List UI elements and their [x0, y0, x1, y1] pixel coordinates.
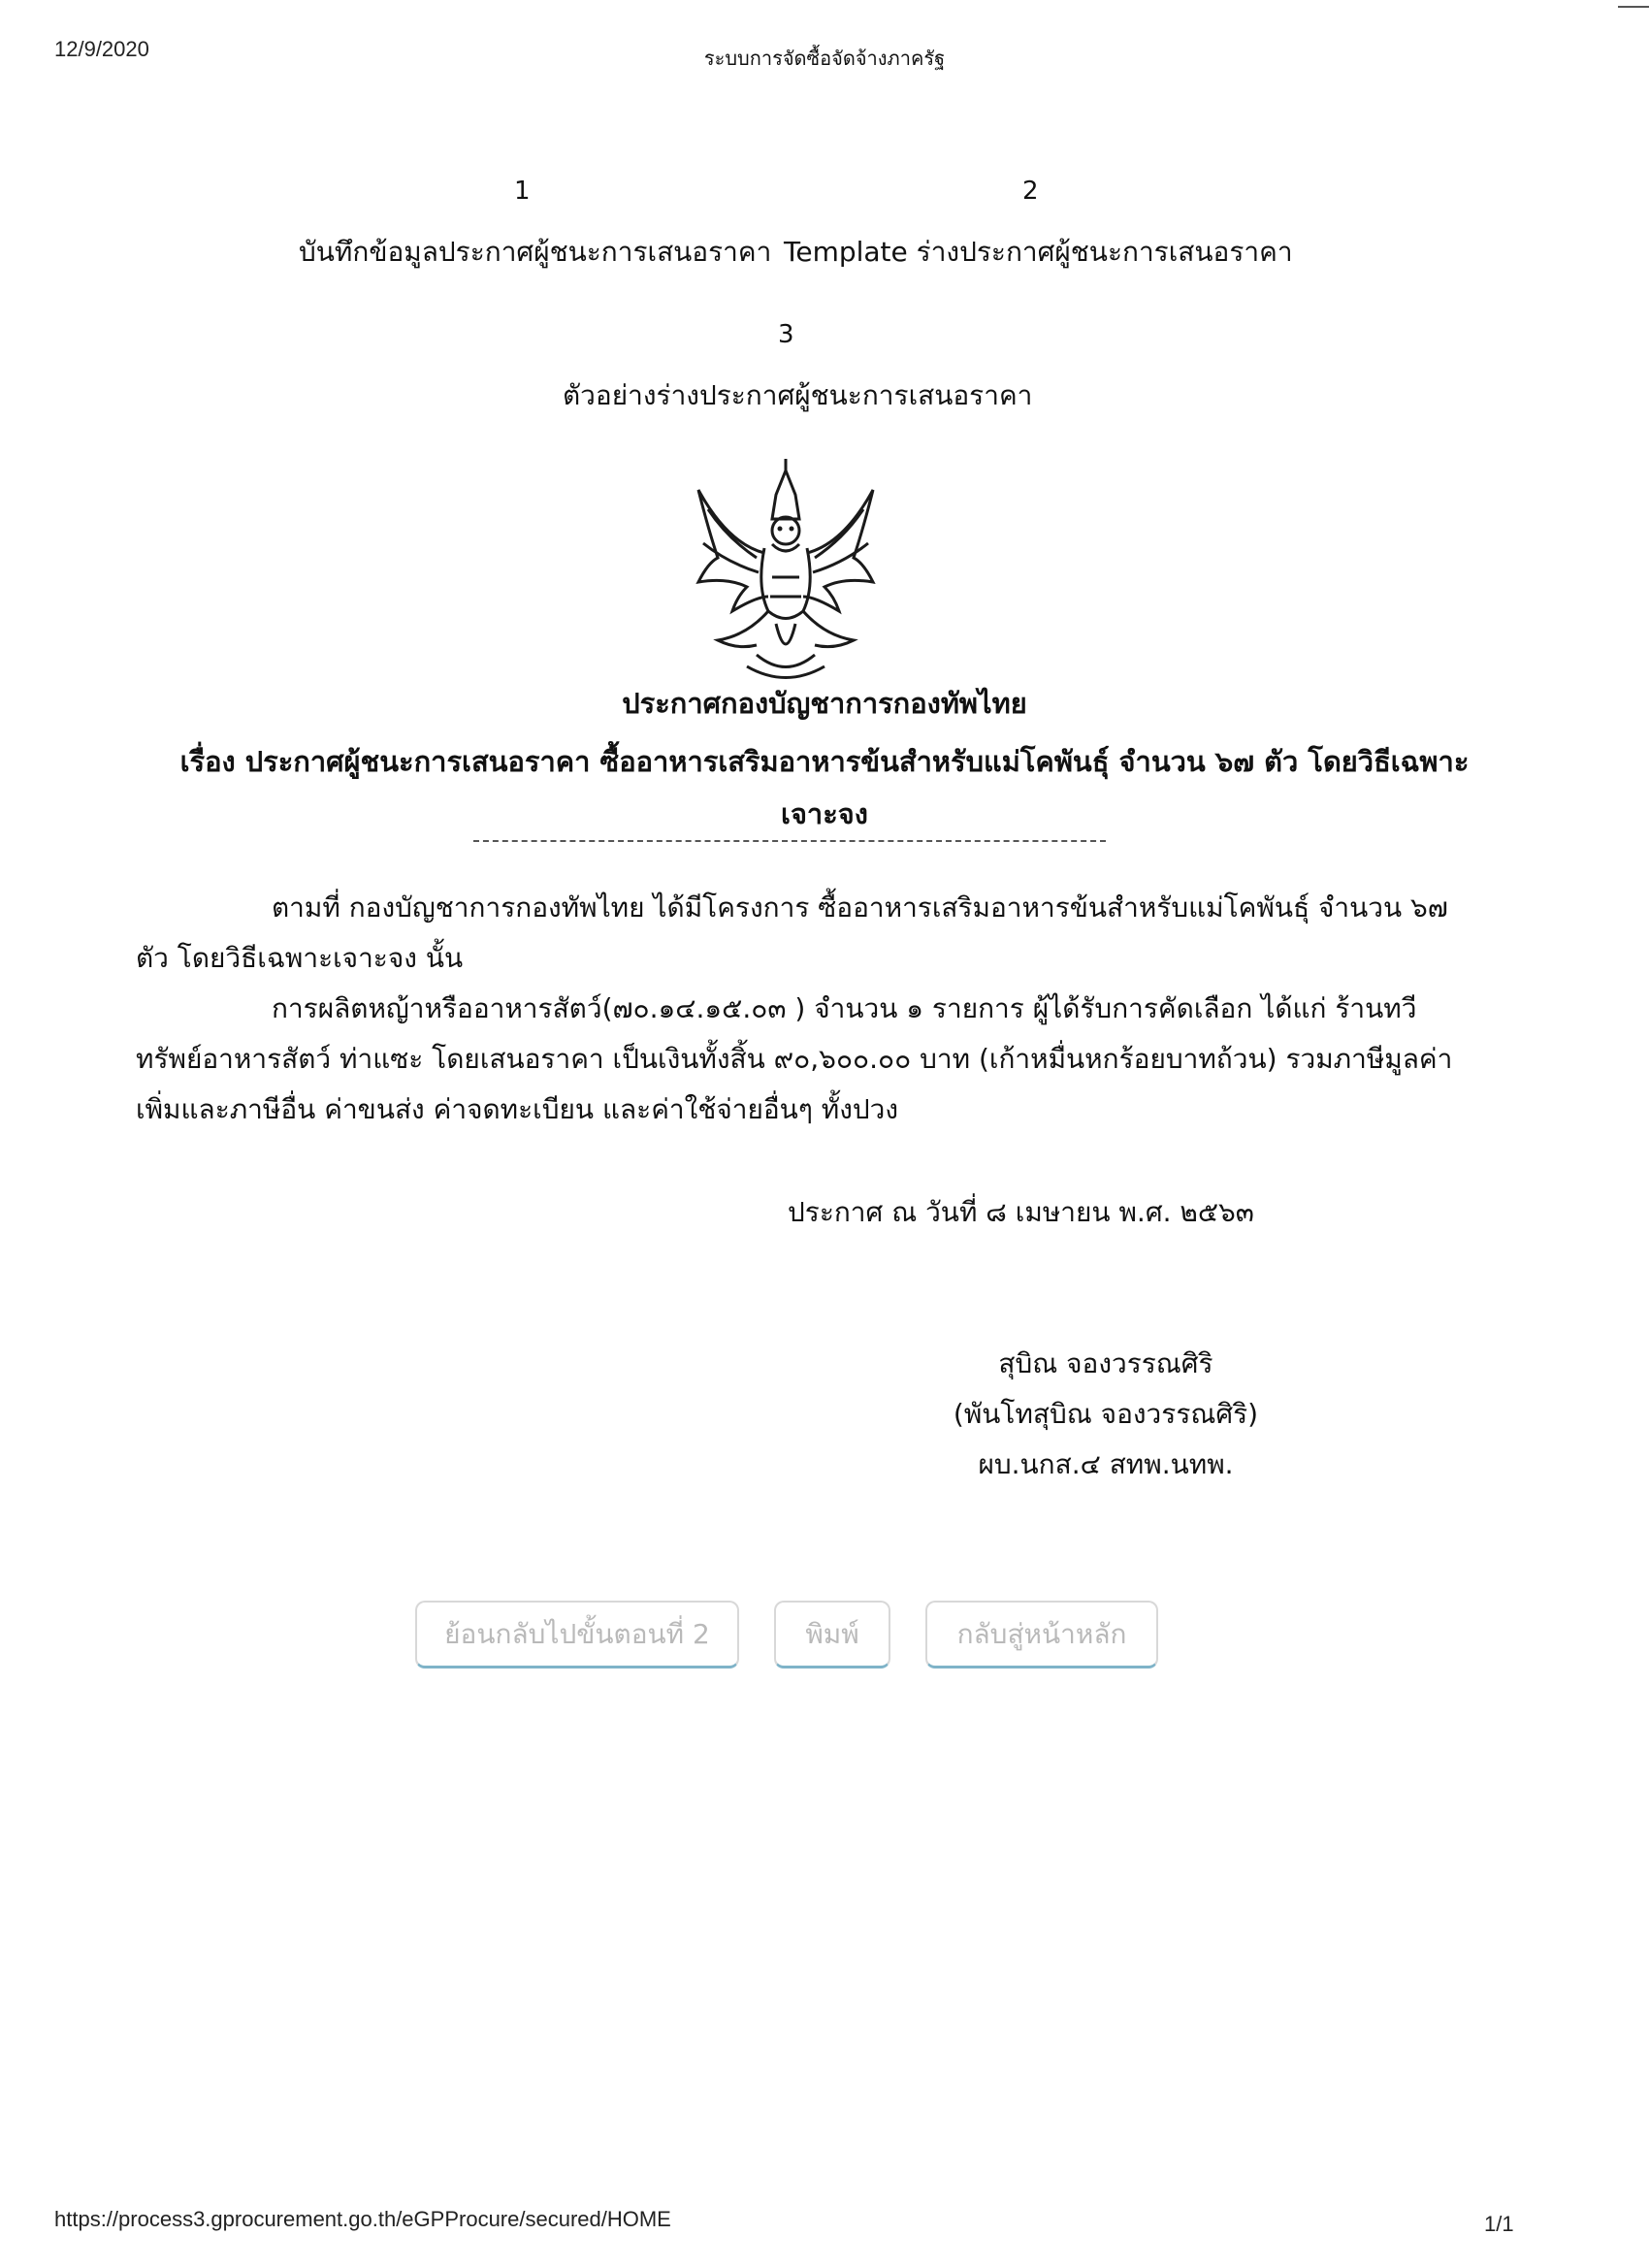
step-3-label[interactable]: ตัวอย่างร่างประกาศผู้ชนะการเสนอราคา	[563, 379, 1033, 411]
home-button[interactable]: กลับสู่หน้าหลัก	[925, 1601, 1158, 1669]
step-1-number: 1	[514, 177, 531, 206]
site-title: ระบบการจัดซื้อจัดจ้างภาครัฐ	[703, 47, 946, 70]
print-button[interactable]: พิมพ์	[774, 1601, 890, 1669]
step-1-label[interactable]: บันทึกข้อมูลประกาศผู้ชนะการเสนอราคา	[299, 236, 772, 268]
page-url: https://process3.gprocurement.go.th/eGPProcure/secured/HOME	[54, 2207, 671, 2231]
announcement-heading: ประกาศกองบัญชาการกองทัพไทย	[622, 687, 1027, 720]
step-2-number: 2	[1022, 177, 1039, 206]
announcement-date: ประกาศ ณ วันที่ ๘ เมษายน พ.ศ. ๒๕๖๓	[788, 1196, 1254, 1228]
step-2-label[interactable]: Template ร่างประกาศผู้ชนะการเสนอราคา	[784, 236, 1293, 268]
corner-mark	[1618, 6, 1649, 8]
print-date: 12/9/2020	[54, 37, 149, 61]
paragraph-2-line-3: เพิ่มและภาษีอื่น ค่าขนส่ง ค่าจดทะเบียน และค่าใช้จ่ายอื่นๆ ทั้งปวง	[136, 1093, 899, 1125]
divider	[473, 840, 1106, 842]
paragraph-2-line-2: ทรัพย์อาหารสัตว์ ท่าแซะ โดยเสนอราคา เป็นเงินทั้งสิ้น ๙๐,๖๐๐.๐๐ บาท (เก้าหมื่นหกร้อยบาทถ้วน) รวมภาษีมูลค่า	[136, 1043, 1453, 1075]
step-3-number: 3	[778, 320, 794, 349]
paragraph-2-line-1: การผลิตหญ้าหรืออาหารสัตว์(๗๐.๑๔.๑๕.๐๓ ) จำนวน ๑ รายการ ผู้ได้รับการคัดเลือก ได้แก่ ร้านทวี	[272, 992, 1417, 1024]
paragraph-1-line-1: ตามที่ กองบัญชาการกองทัพไทย ได้มีโครงการ ซื้ออาหารเสริมอาหารข้นสำหรับแม่โคพันธุ์ จำนวน ๖๗	[272, 891, 1448, 923]
announcement-subject	[0, 735, 1649, 840]
garuda-emblem-icon	[679, 451, 892, 689]
subject-line-1: เรื่อง ประกาศผู้ชนะการเสนอราคา ซื้ออาหารเสริมอาหารข้นสำหรับแม่โคพันธุ์ จำนวน ๖๗ ตัว โดยวิธีเฉพาะ	[179, 745, 1470, 778]
subject-line-2: เจาะจง	[781, 797, 868, 830]
paragraph-1-line-2: ตัว โดยวิธีเฉพาะเจาะจง นั้น	[136, 942, 464, 974]
signer-position: ผบ.นกส.๔ สทพ.นทพ.	[978, 1448, 1234, 1480]
signer-name: สุบิณ จองวรรณศิริ	[998, 1347, 1213, 1379]
signer-full-name: (พันโทสุบิณ จองวรรณศิริ)	[953, 1398, 1259, 1430]
signature-block	[931, 1339, 1280, 1490]
page-count: 1/1	[1484, 2212, 1514, 2236]
back-to-step-2-button[interactable]: ย้อนกลับไปขั้นตอนที่ 2	[415, 1601, 739, 1669]
